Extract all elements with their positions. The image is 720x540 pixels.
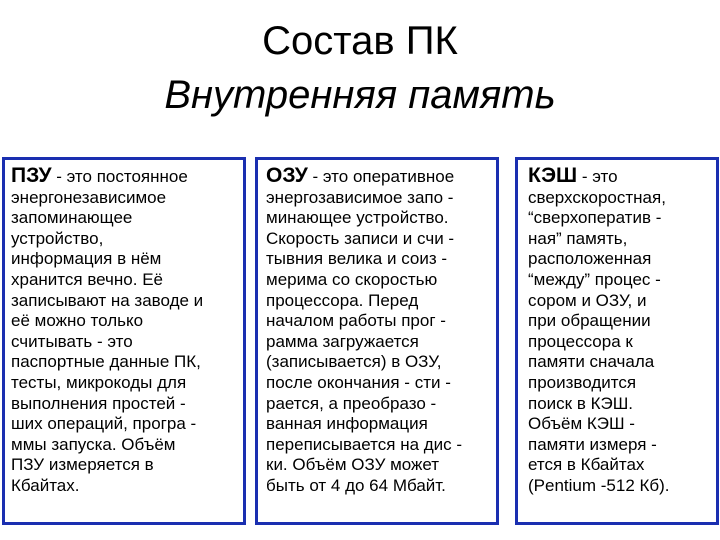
cache-text-line: сором и ОЗУ, и: [528, 290, 647, 310]
rom-text-line: энергонезависимое: [11, 187, 167, 207]
rom-text-line: устройство,: [11, 228, 104, 248]
slide-title: Состав ПК: [262, 19, 458, 63]
cache-text-line: (Pentium -512 Кб).: [528, 475, 670, 495]
rom-heading-line: [11, 166, 238, 188]
rom-text-line: Кбайтах.: [11, 475, 80, 495]
cache-text-line: при обращении: [528, 311, 651, 331]
ram-heading-line: [266, 166, 491, 188]
cache-term: КЭШ: [528, 164, 578, 187]
ram-text-line: ванная информация: [266, 414, 428, 434]
cache-text-line: памяти измеря -: [528, 434, 657, 454]
cache-text-line: производится: [528, 372, 637, 392]
ram-text-line: началом работы прог -: [266, 311, 446, 331]
cache-text-line: ется в Кбайтах: [528, 455, 645, 475]
rom-text-line: выполнения простей -: [11, 393, 186, 413]
rom-text-line: считывать - это: [11, 331, 133, 351]
ram-text-line: энергозависимое запо -: [266, 187, 454, 207]
ram-text-line: мерима со скоростью: [266, 269, 438, 289]
cache-text-line: поиск в КЭШ.: [528, 393, 633, 413]
cache-text-line: расположенная: [528, 249, 652, 269]
cache-text-line: ная” память,: [528, 228, 628, 248]
ram-text-line: переписывается на дис -: [266, 434, 463, 454]
cache-box: [515, 157, 719, 525]
rom-text-line: запоминающее: [11, 208, 133, 228]
rom-text-line: ммы запуска. Объём: [11, 434, 176, 454]
ram-term: ОЗУ: [266, 164, 308, 187]
cache-text-line: “сверхоператив -: [528, 208, 662, 228]
rom-first-line: - это постоянное: [51, 167, 188, 186]
rom-text-line: хранится вечно. Её: [11, 269, 163, 289]
ram-text-line: рается, а преобразо -: [266, 393, 437, 413]
cache-text-line: Объём КЭШ -: [528, 414, 635, 434]
ram-text-line: быть от 4 до 64 Мбайт.: [266, 475, 446, 495]
ram-text-line: (записывается) в ОЗУ,: [266, 352, 442, 372]
ram-text-line: рамма загружается: [266, 331, 419, 351]
rom-text-line: ПЗУ измеряется в: [11, 455, 154, 475]
rom-text-line: ших операций, програ -: [11, 414, 197, 434]
rom-text-line: информация в нём: [11, 249, 162, 269]
cache-text-line: процессора к: [528, 331, 633, 351]
ram-text-line: после окончания - сти -: [266, 372, 451, 392]
cache-heading-line: [528, 166, 711, 188]
cache-text-line: памяти сначала: [528, 352, 655, 372]
ram-first-line: - это оперативное: [307, 167, 455, 186]
ram-text-line: минающее устройство.: [266, 208, 449, 228]
ram-text-line: ки. Объём ОЗУ может: [266, 455, 440, 475]
slide-subtitle: Внутренняя память: [164, 73, 556, 117]
cache-text-line: сверхскоростная,: [528, 187, 666, 207]
cache-text-line: “между” процес -: [528, 269, 661, 289]
rom-text-line: паспортные данные ПК,: [11, 352, 201, 372]
rom-term: ПЗУ: [11, 164, 52, 187]
rom-box: [2, 157, 246, 525]
ram-text-line: тывния велика и соиз -: [266, 249, 448, 269]
rom-text-line: записывают на заводе и: [11, 290, 204, 310]
cache-first-line: - это: [577, 167, 618, 186]
rom-text-line: тесты, микрокоды для: [11, 372, 187, 392]
rom-text-line: её можно только: [11, 311, 144, 331]
ram-text-line: процессора. Перед: [266, 290, 419, 310]
ram-box: [255, 157, 499, 525]
ram-text-line: Скорость записи и счи -: [266, 228, 455, 248]
